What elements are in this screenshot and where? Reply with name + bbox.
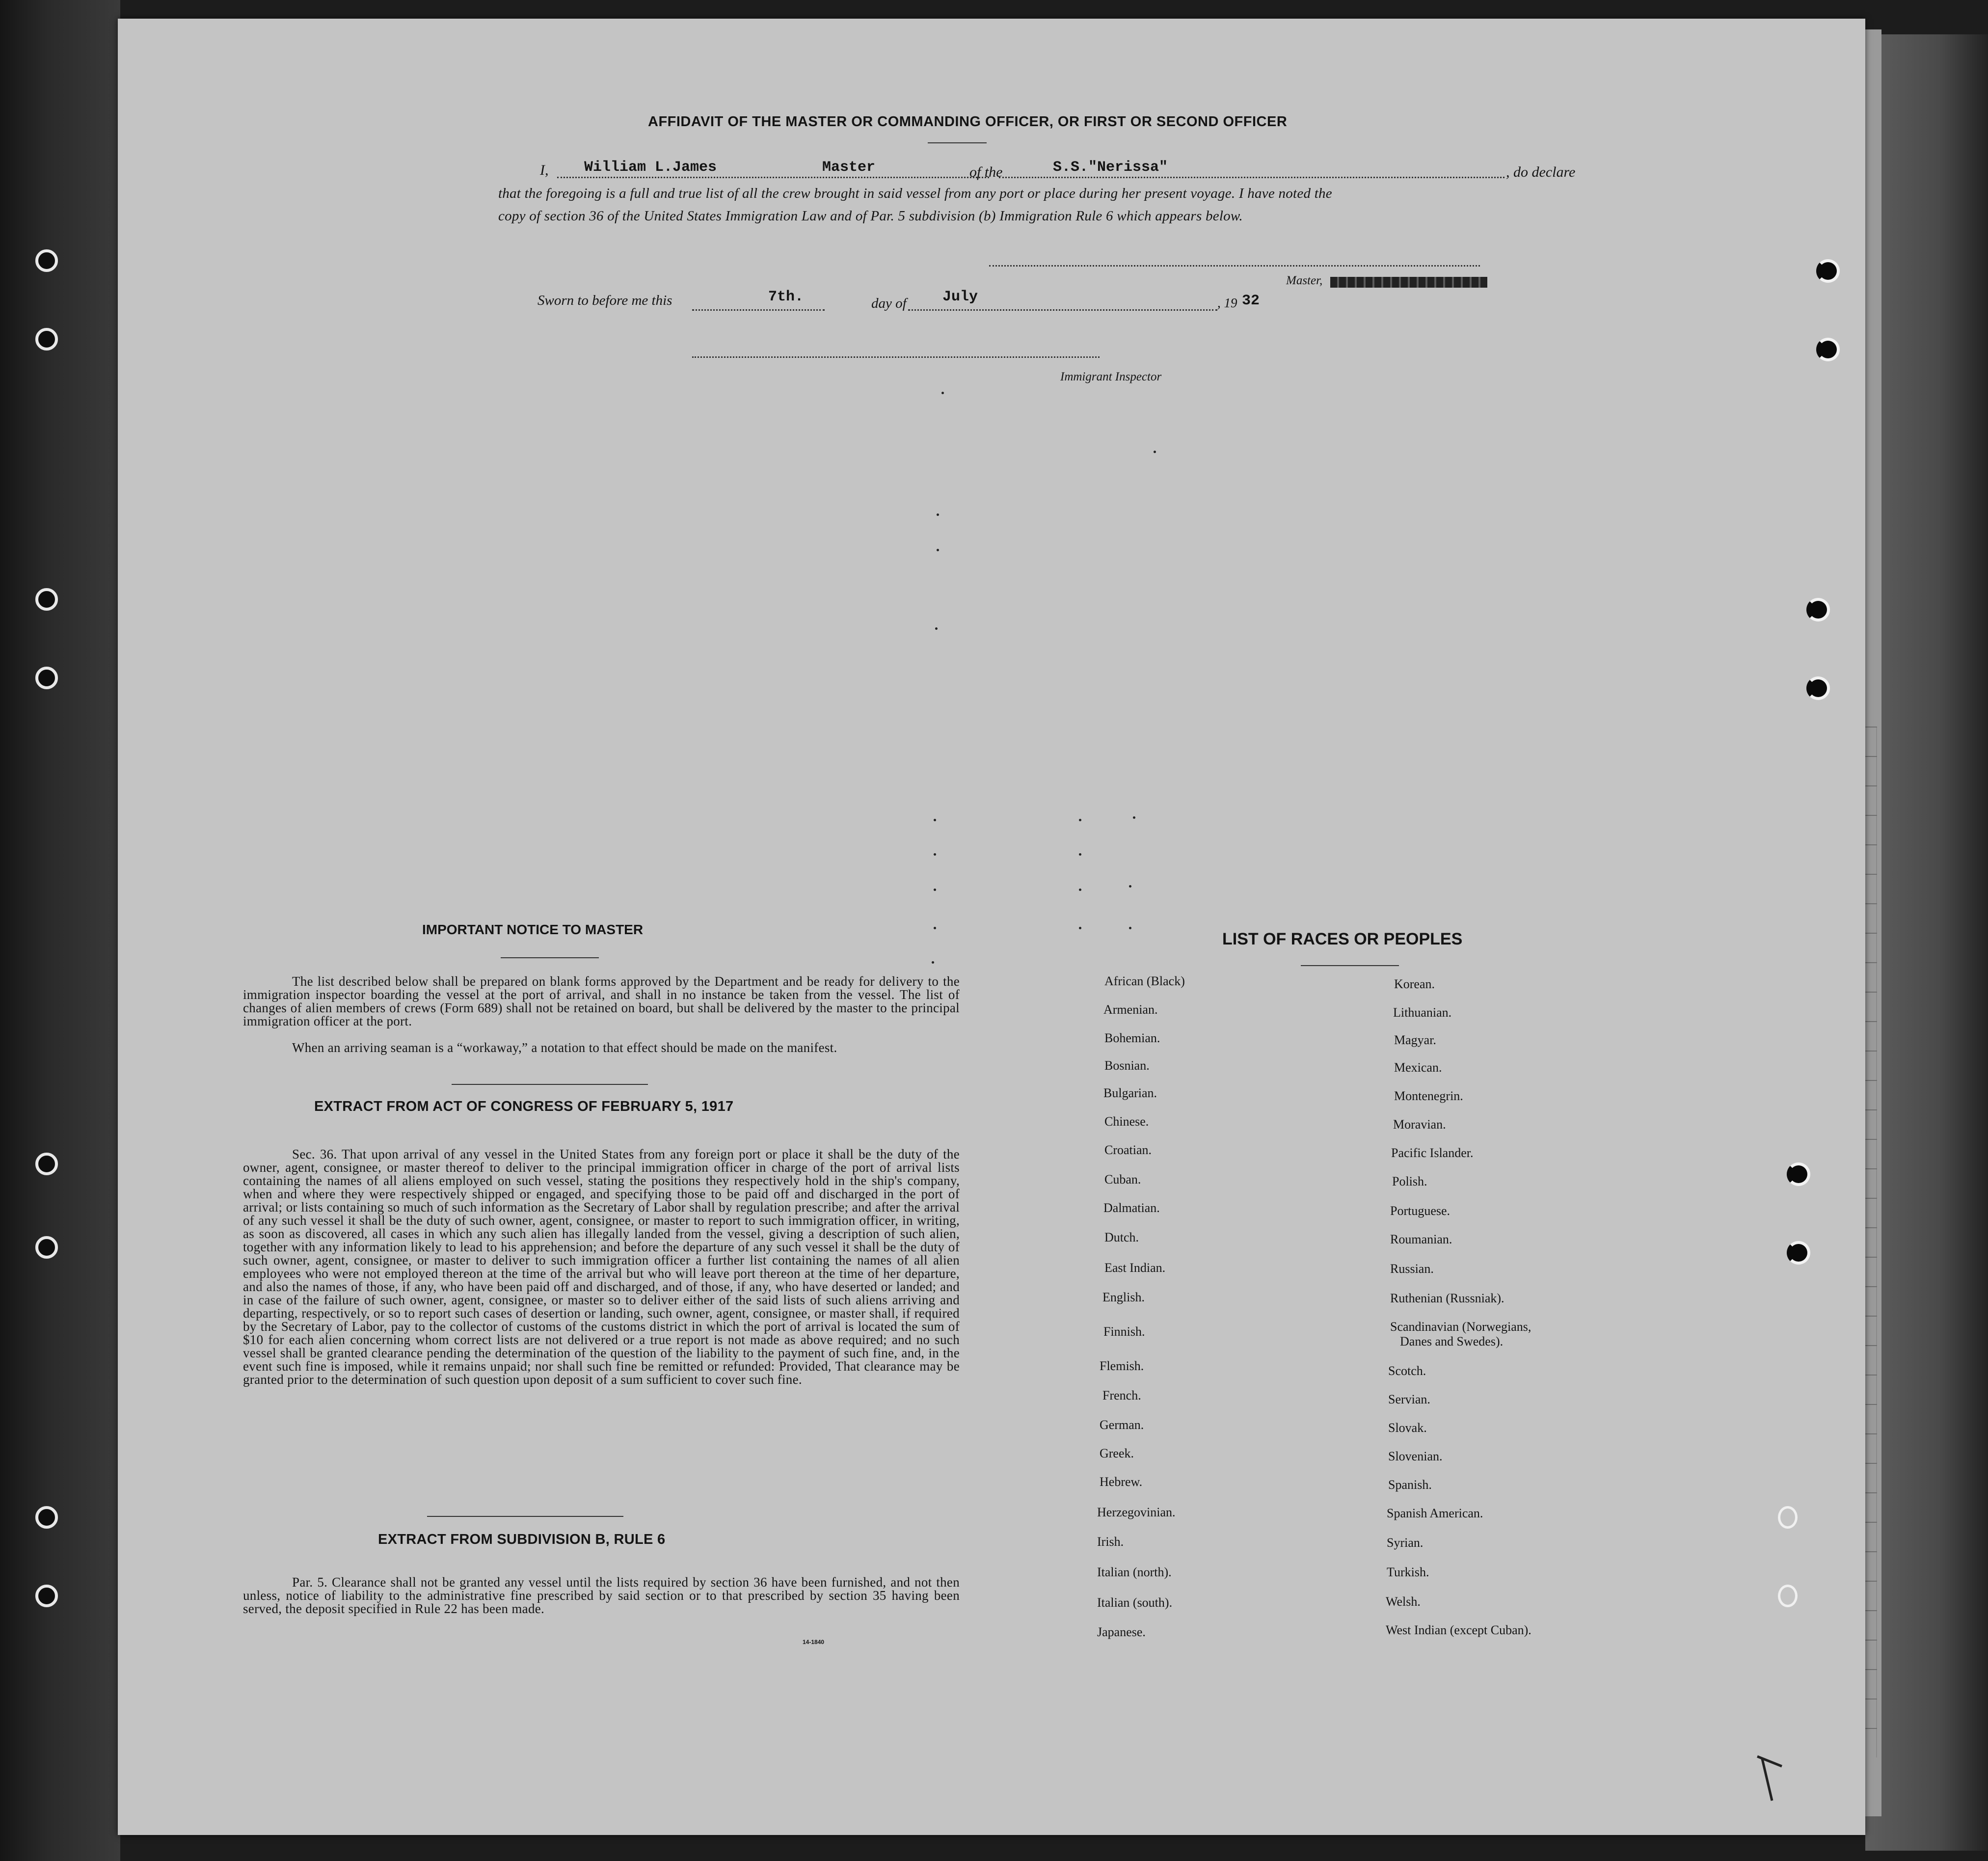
race-list-item: Roumanian.	[1390, 1232, 1452, 1246]
race-list-item: Armenian.	[1103, 1002, 1158, 1017]
binder-hole-icon	[1778, 1585, 1798, 1607]
binder-hole-icon	[35, 1153, 58, 1175]
extract-rule-title: EXTRACT FROM SUBDIVISION B, RULE 6	[378, 1532, 666, 1547]
sworn-month-field: July	[942, 289, 978, 305]
speck	[1079, 819, 1081, 821]
vessel-name-field: S.S."Nerissa"	[1053, 159, 1168, 176]
year-field: 32	[1242, 293, 1260, 309]
race-list-item: East Indian.	[1104, 1261, 1166, 1275]
notice-body-workaway: When an arriving seaman is a “workaway,” a notation to that effect should be made on the manifest.	[292, 1040, 837, 1055]
speck	[1133, 816, 1135, 819]
speck	[941, 392, 944, 394]
binder-hole-icon	[35, 1585, 58, 1607]
divider	[452, 1084, 648, 1085]
binder-hole-icon	[35, 588, 58, 611]
race-list-item: English.	[1102, 1290, 1145, 1304]
race-list-item: Herzegovinian.	[1097, 1505, 1176, 1519]
race-list-item: Italian (south).	[1097, 1595, 1173, 1610]
race-list-item: Slovenian.	[1388, 1449, 1443, 1463]
speck	[1129, 927, 1131, 929]
form-number: 14-1840	[803, 1639, 825, 1645]
affidavit-title: AFFIDAVIT OF THE MASTER OR COMMANDING OFFICER, OR FIRST OR SECOND OFFICER	[648, 114, 1288, 130]
binder-hole-icon	[35, 1236, 58, 1259]
affidavit-i-label: I,	[540, 162, 549, 178]
vessel-name-line	[999, 177, 1504, 178]
binder-hole-icon	[1816, 259, 1840, 283]
race-list-item: Ruthenian (Russniak).	[1390, 1291, 1504, 1305]
race-list-item: Portuguese.	[1390, 1204, 1451, 1218]
declaration-line-1: that the foregoing is a full and true list of all the crew brought in said vessel from any port or place during her present voyage. I have noted the	[498, 186, 1332, 201]
master-name-field: William L.James	[584, 159, 717, 176]
race-list-item: Polish.	[1392, 1174, 1427, 1188]
master-name-line	[557, 177, 989, 178]
race-list-item: Mexican.	[1394, 1060, 1442, 1075]
race-list-item: Lithuanian.	[1393, 1005, 1452, 1020]
divider	[1301, 965, 1399, 966]
race-list-item: Pacific Islander.	[1391, 1146, 1474, 1160]
day-of-label: day of	[871, 296, 907, 311]
inspector-label: Immigrant Inspector	[1060, 370, 1162, 383]
race-list-item: Bohemian.	[1104, 1031, 1160, 1045]
inspector-signature-line	[692, 356, 1100, 358]
master-signature-line	[989, 265, 1480, 267]
race-list-item: German.	[1100, 1418, 1144, 1432]
speck	[937, 549, 939, 551]
race-list-item: Scandinavian (Norwegians,	[1390, 1320, 1531, 1334]
race-list-item: Finnish.	[1103, 1324, 1145, 1339]
race-list-item: Slovak.	[1388, 1421, 1427, 1435]
do-declare-text: , do declare	[1506, 164, 1576, 180]
notice-body: The list described below shall be prepared on blank forms approved by the Department and be ready for delivery to the immigration inspector boarding the vessel at the port of arrival, and shall in no instance be taken from the vessel. The list of changes of alien members of crews (Form 689) shall not be retained on board, but shall be delivered by the master to the principal immigration officer at the port.	[243, 974, 960, 1028]
binder-hole-icon	[35, 328, 58, 351]
divider	[501, 957, 599, 958]
background-binding-right	[1865, 34, 1988, 1851]
speck	[1079, 889, 1081, 891]
race-list-item: Dutch.	[1104, 1230, 1139, 1244]
extract-act-title: EXTRACT FROM ACT OF CONGRESS OF FEBRUARY 5, 1917	[314, 1099, 734, 1114]
race-list-item: Korean.	[1394, 977, 1435, 991]
divider	[928, 142, 987, 143]
background-binding-left	[0, 0, 120, 1861]
master-signature-label: Master,	[1286, 274, 1323, 287]
speck	[1079, 927, 1081, 929]
sworn-day-field: 7th.	[768, 289, 804, 305]
binder-hole-icon	[1787, 1162, 1810, 1186]
race-list-item: Croatian.	[1104, 1143, 1152, 1157]
extract-rule-body: Par. 5. Clearance shall not be granted any vessel until the lists required by section 36 have been furnished, and not then unless, notice of liability to the administrative fine prescribed by said section or to that prescribed by section 35 having been served, the deposit specified in Rule 22 has been made.	[243, 1575, 960, 1616]
race-list-item: Bosnian.	[1104, 1058, 1150, 1073]
race-list-item: Chinese.	[1104, 1114, 1149, 1129]
race-list-item: Japanese.	[1097, 1625, 1146, 1639]
race-list-item: Greek.	[1100, 1446, 1134, 1460]
year-prefix: , 19	[1217, 296, 1237, 310]
document-page	[118, 19, 1865, 1835]
race-list-item: Scotch.	[1388, 1364, 1426, 1378]
sworn-label: Sworn to before me this	[537, 293, 672, 308]
speck	[1154, 451, 1156, 453]
divider	[427, 1516, 623, 1517]
race-list-item: Spanish.	[1388, 1478, 1432, 1492]
sworn-day-line	[692, 309, 825, 311]
race-list-item: Magyar.	[1394, 1033, 1436, 1047]
race-list-item: Irish.	[1097, 1535, 1124, 1549]
declaration-line-2: copy of section 36 of the United States Immigration Law and of Par. 5 subdivision (b) Immigration Rule 6 which appears below.	[498, 208, 1243, 224]
binder-hole-icon	[1787, 1241, 1810, 1265]
race-list-item: Bulgarian.	[1103, 1086, 1157, 1100]
race-list-item: French.	[1102, 1388, 1141, 1402]
master-rank-field: Master	[822, 159, 876, 176]
race-list-item: Hebrew.	[1100, 1475, 1143, 1489]
race-list-item: Welsh.	[1386, 1594, 1421, 1609]
speck	[934, 927, 936, 929]
race-list-item: Italian (north).	[1097, 1565, 1172, 1579]
binder-hole-icon	[35, 667, 58, 689]
sworn-month-line	[908, 309, 1217, 311]
races-title: LIST OF RACES OR PEOPLES	[1222, 930, 1463, 948]
race-list-item: Flemish.	[1100, 1359, 1144, 1373]
speck	[932, 961, 934, 964]
race-list-item: Danes and Swedes).	[1400, 1334, 1504, 1349]
race-list-item: Servian.	[1388, 1392, 1430, 1406]
race-list-item: Russian.	[1390, 1262, 1434, 1276]
struck-out-title	[1330, 277, 1487, 288]
speck	[934, 819, 936, 821]
race-list-item: African (Black)	[1104, 974, 1185, 988]
speck	[1129, 885, 1131, 888]
race-list-item: West Indian (except Cuban).	[1386, 1623, 1531, 1637]
pencil-mark-icon	[1752, 1747, 1792, 1806]
binder-hole-icon	[1806, 598, 1830, 621]
race-list-item: Cuban.	[1104, 1172, 1141, 1187]
race-list-item: Syrian.	[1387, 1536, 1424, 1550]
race-list-item: Moravian.	[1393, 1117, 1446, 1132]
race-list-item: Spanish American.	[1387, 1506, 1483, 1520]
binder-hole-icon	[35, 249, 58, 272]
binder-hole-icon	[35, 1506, 58, 1529]
speck	[934, 889, 936, 891]
of-the-label: of the	[969, 164, 1003, 180]
race-list-item: Turkish.	[1387, 1565, 1429, 1579]
race-list-item: Montenegrin.	[1394, 1089, 1463, 1103]
race-list-item: Dalmatian.	[1103, 1201, 1160, 1215]
binder-hole-icon	[1816, 338, 1840, 361]
binder-hole-icon	[1778, 1506, 1798, 1529]
binder-hole-icon	[1806, 676, 1830, 700]
speck	[937, 513, 939, 516]
speck	[934, 853, 936, 856]
notice-title: IMPORTANT NOTICE TO MASTER	[422, 922, 644, 937]
speck	[1079, 853, 1081, 856]
speck	[935, 627, 938, 630]
extract-act-body: Sec. 36. That upon arrival of any vessel in the United States from any foreign port or place it shall be the duty of the owner, agent, consignee, or master thereof to deliver to the principal immigration officer in charge of the port of arrival lists containing the names of all aliens employed on such vessel, stating the positions they respectively hold in the ship's company, when and where they were respectively shipped or engaged, and specifying those to be paid off and discharged in the port of arrival; or lists containing so much of such information as the Secretary of Labor shall by regulation prescribe; and after the arrival of any such vessel it shall be the duty of such owner, agent, consignee, or master to report to such immigration officer, in writing, as soon as discovered, all cases in which any such alien has illegally landed from the vessel, giving a description of such alien, together with any information likely to lead to his apprehension; and before the departure of any such vessel it shall be the duty of such owner, agent, consignee, or master to deliver to such immigration officer a further list containing the names of all alien employees who were not employed thereon at the time of the arrival but who will leave port thereon at the time of her departure, and also the names of those, if any, who have been paid off and discharged, and of those, if any, who have deserted or landed; and in case of the failure of such owner, agent, consignee, or master so to deliver either of the said lists of such aliens arriving and departing, respectively, or so to report such cases of desertion or landing, such owner, agent, consignee, or master shall, if required by the Secretary of Labor, pay to the collector of customs of the customs district in which the port of arrival is located the sum of $10 for each alien concerning whom correct lists are not delivered or a true report is not made as above required; and no such vessel shall be granted clearance pending the determination of the question of the liability to the payment of such fine, and, in the event such fine is imposed, while it remains unpaid; nor shall such fine be remitted or refunded: Provided, That clearance may be granted prior to the determination of such question upon deposit of a sum sufficient to cover such fine.	[243, 1147, 960, 1387]
